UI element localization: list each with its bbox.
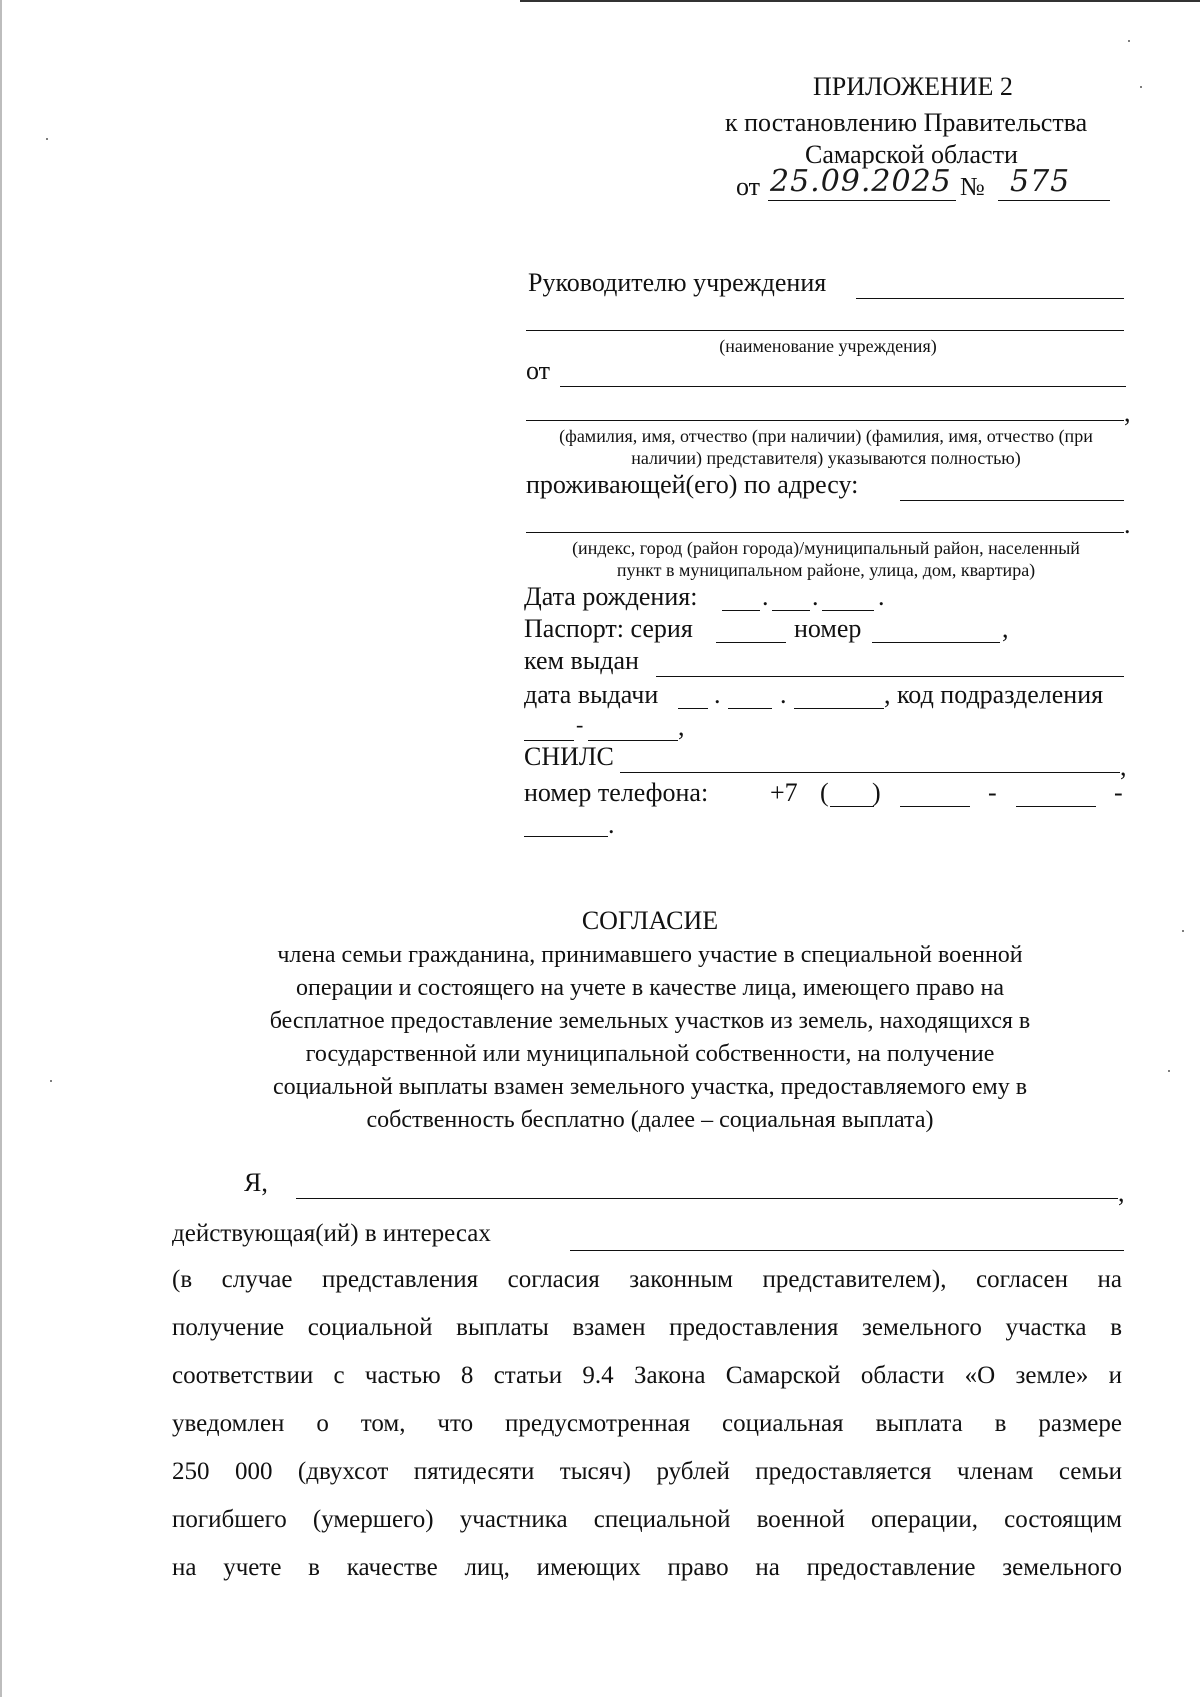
birth-month-field[interactable] (772, 610, 810, 611)
passport-number-field[interactable] (872, 642, 1000, 643)
phone-dash-2: - (1114, 778, 1123, 807)
snils-comma: , (1120, 752, 1127, 781)
division-code-label: , код подразделения (884, 680, 1104, 709)
phone-label: номер телефона: (524, 778, 709, 807)
snils-field[interactable] (620, 772, 1120, 773)
consent-subtitle-6: собственность бесплатно (далее – социальная выплата) (366, 1107, 934, 1133)
birth-sep-1: . (762, 582, 769, 611)
from-line-2[interactable] (526, 420, 1124, 421)
from-label: от (526, 356, 551, 385)
division-comma: , (678, 712, 685, 741)
handwritten-number: 575 (1010, 164, 1071, 199)
phone-close-paren: ) (872, 778, 881, 807)
issued-by-label: кем выдан (524, 646, 639, 675)
scan-speck (1168, 1070, 1170, 1072)
scan-top-edge (520, 0, 1200, 2)
body-line-2: получение социальной выплаты взамен предоставления земельного участка в (172, 1314, 1122, 1341)
body-line-3: соответствии с частью 8 статьи 9.4 Закона Самарской области «О земле» и (172, 1362, 1122, 1389)
body-line-5: 250 000 (двухсот пятидесяти тысяч) рублей предоставляется членам семьи (172, 1458, 1122, 1485)
birth-year-field[interactable] (822, 610, 874, 611)
scan-speck (1182, 930, 1184, 932)
phone-dash-1: - (988, 778, 997, 807)
applicant-name-field[interactable] (296, 1198, 1118, 1199)
division-dash: - (576, 712, 584, 737)
issue-day-field[interactable] (678, 708, 708, 709)
issue-month-field[interactable] (728, 708, 772, 709)
birth-label: Дата рождения: (524, 582, 698, 611)
institution-hint: (наименование учреждения) (719, 336, 937, 356)
period: . (1124, 510, 1131, 539)
phone-period: . (608, 810, 615, 839)
birth-period: . (878, 582, 885, 611)
issue-sep-2: . (780, 680, 787, 709)
phone-part-1-field[interactable] (900, 806, 970, 807)
passport-series-field[interactable] (716, 642, 786, 643)
body-line-6: погибшего (умершего) участника специальной военной операции, состоящим (172, 1506, 1122, 1533)
appendix-title: ПРИЛОЖЕНИЕ 2 (813, 72, 1013, 101)
scan-speck (1140, 86, 1142, 88)
from-line-1[interactable] (560, 386, 1126, 387)
comma: , (1124, 398, 1131, 427)
acting-for-field[interactable] (570, 1250, 1124, 1251)
consent-subtitle-4: государственной или муниципальной собственности, на получение (305, 1041, 995, 1067)
passport-series-label: Паспорт: серия (524, 614, 693, 643)
phone-area-code-field[interactable] (830, 806, 874, 807)
birth-day-field[interactable] (722, 610, 760, 611)
address-label: проживающей(его) по адресу: (526, 470, 859, 499)
body-line-7: на учете в качестве лиц, имеющих право на предоставление земельного (172, 1554, 1122, 1581)
issued-by-field[interactable] (656, 676, 1124, 677)
date-underline (768, 200, 956, 201)
snils-label: СНИЛС (524, 742, 614, 771)
address-line-2[interactable] (526, 532, 1124, 533)
name-hint-1: (фамилия, имя, отчество (при наличии) (фамилия, имя, отчество (при (559, 426, 1093, 446)
issue-year-field[interactable] (794, 708, 884, 709)
phone-open-paren: ( (820, 778, 829, 807)
phone-part-3-field[interactable] (524, 836, 608, 837)
body-line-4: уведомлен о том, что предусмотренная социальная выплата в размере (172, 1410, 1122, 1437)
scan-left-edge (0, 0, 2, 1697)
number-underline (998, 200, 1110, 201)
resolution-line: к постановлению Правительства (725, 108, 1088, 137)
acting-label: действующая(ий) в интересах (172, 1220, 491, 1247)
institution-line-1[interactable] (856, 298, 1124, 299)
date-prefix: от (736, 172, 761, 201)
applicant-comma: , (1118, 1178, 1125, 1207)
consent-subtitle-3: бесплатное предоставление земельных участков из земель, находящихся в (269, 1008, 1031, 1034)
issue-date-label: дата выдачи (524, 680, 659, 709)
address-hint-1: (индекс, город (район города)/муниципальный район, населенный (572, 538, 1080, 558)
institution-line-2[interactable] (526, 330, 1124, 331)
consent-title: СОГЛАСИЕ (581, 906, 719, 935)
phone-part-2-field[interactable] (1016, 806, 1096, 807)
passport-number-label: номер (794, 614, 862, 643)
name-hint-2: наличии) представителя) указываются полностью) (631, 448, 1021, 468)
i-label: Я, (244, 1168, 268, 1197)
number-sign: № (960, 172, 985, 201)
address-hint-2: пункт в муниципальном районе, улица, дом, квартира) (616, 560, 1036, 580)
consent-subtitle-5: социальной выплаты взамен земельного участка, предоставляемого ему в (272, 1074, 1028, 1100)
birth-sep-2: . (812, 582, 819, 611)
scan-speck (50, 1080, 52, 1082)
phone-prefix: +7 (770, 778, 798, 807)
consent-subtitle-2: операции и состоящего на учете в качестве лица, имеющего право на (295, 975, 1005, 1001)
division-code-part-2[interactable] (588, 740, 678, 741)
region-line: Самарской области (805, 140, 1018, 169)
scan-speck (46, 138, 48, 140)
division-code-part-1[interactable] (524, 740, 574, 741)
head-label: Руководителю учреждения (528, 268, 827, 297)
issue-sep-1: . (714, 680, 721, 709)
address-line-1[interactable] (900, 500, 1124, 501)
scan-speck (1128, 40, 1130, 42)
consent-subtitle-1: члена семьи гражданина, принимавшего участие в специальной военной (277, 942, 1023, 968)
body-line-1: (в случае представления согласия законным представителем), согласен на (172, 1266, 1122, 1293)
handwritten-date: 25.09.2025 (770, 164, 952, 199)
passport-comma: , (1002, 614, 1009, 643)
